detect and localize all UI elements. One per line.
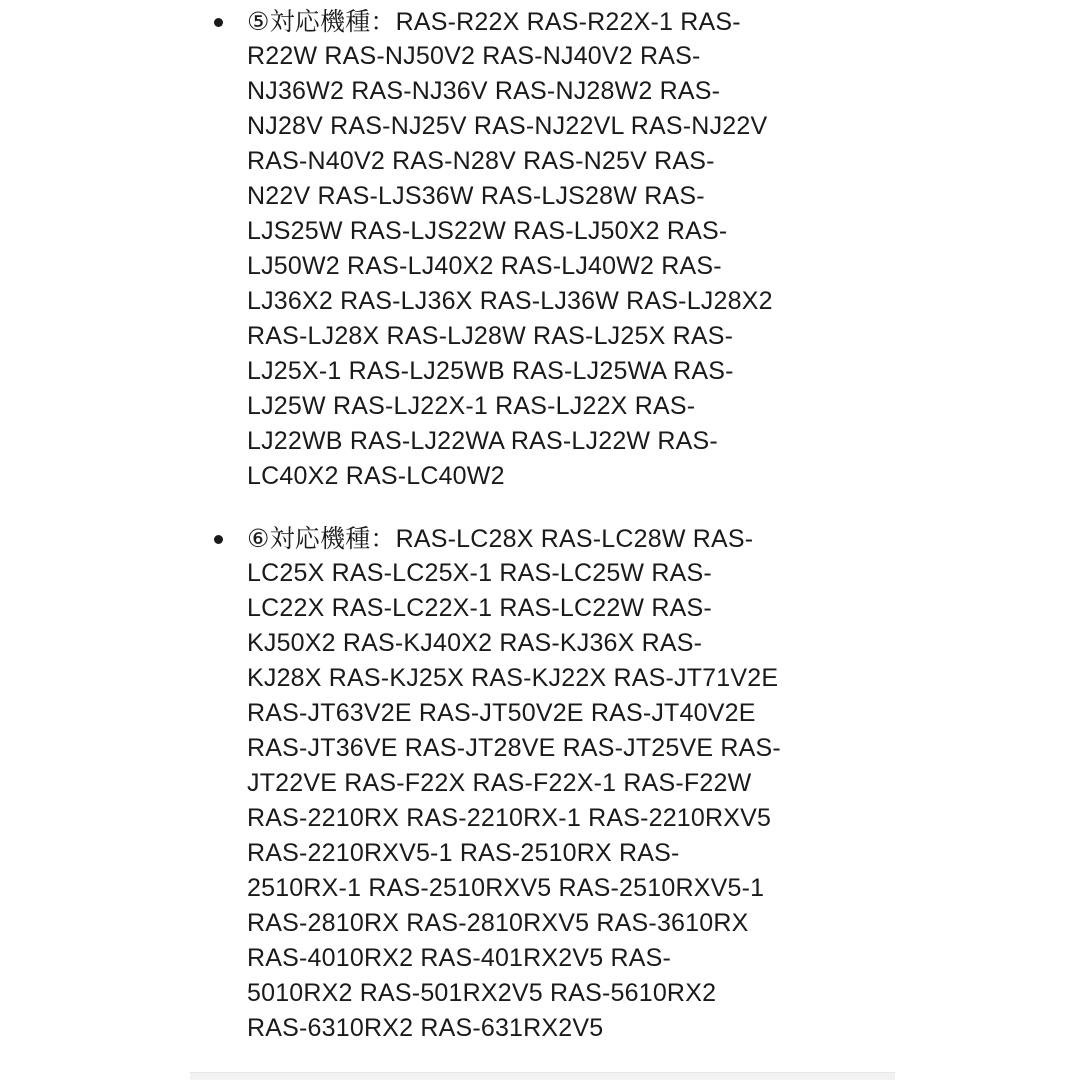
- text-line: JT22VE RAS-F22X RAS-F22X-1 RAS-F22W: [247, 769, 752, 797]
- text-line: RAS-JT63V2E RAS-JT50V2E RAS-JT40V2E: [247, 699, 756, 727]
- text-line: RAS-2810RX RAS-2810RXV5 RAS-3610RX: [247, 909, 749, 937]
- text-line: LJS25W RAS-LJS22W RAS-LJ50X2 RAS-: [247, 217, 728, 245]
- bottom-divider: [190, 1072, 895, 1080]
- text-line: 5010RX2 RAS-501RX2V5 RAS-5610RX2: [247, 979, 717, 1007]
- text-line: N22V RAS-LJS36W RAS-LJS28W RAS-: [247, 182, 705, 210]
- text-line: LC40X2 RAS-LC40W2: [247, 462, 505, 490]
- text-line: 2510RX-1 RAS-2510RXV5 RAS-2510RXV5-1: [247, 874, 765, 902]
- text-line: RAS-6310RX2 RAS-631RX2V5: [247, 1014, 604, 1042]
- text-line: ⑤対応機種：RAS-R22X RAS-R22X-1 RAS-: [247, 8, 741, 36]
- text-line: RAS-JT36VE RAS-JT28VE RAS-JT25VE RAS-: [247, 734, 781, 762]
- text-line: LJ50W2 RAS-LJ40X2 RAS-LJ40W2 RAS-: [247, 252, 722, 280]
- text-line: LJ22WB RAS-LJ22WA RAS-LJ22W RAS-: [247, 427, 718, 455]
- text-line: LC25X RAS-LC25X-1 RAS-LC25W RAS-: [247, 559, 712, 587]
- text-line: RAS-2210RX RAS-2210RX-1 RAS-2210RXV5: [247, 804, 772, 832]
- text-line: NJ36W2 RAS-NJ36V RAS-NJ28W2 RAS-: [247, 77, 721, 105]
- text-line: LJ25X-1 RAS-LJ25WB RAS-LJ25WA RAS-: [247, 357, 734, 385]
- text-line: KJ28X RAS-KJ25X RAS-KJ22X RAS-JT71V2E: [247, 664, 779, 692]
- bullet-icon: [214, 18, 223, 27]
- text-line: RAS-N40V2 RAS-N28V RAS-N25V RAS-: [247, 147, 715, 175]
- text-line: RAS-LJ28X RAS-LJ28W RAS-LJ25X RAS-: [247, 322, 734, 350]
- text-line: NJ28V RAS-NJ25V RAS-NJ22VL RAS-NJ22V: [247, 112, 768, 140]
- text-line: KJ50X2 RAS-KJ40X2 RAS-KJ36X RAS-: [247, 629, 703, 657]
- text-line: LJ36X2 RAS-LJ36X RAS-LJ36W RAS-LJ28X2: [247, 287, 773, 315]
- bullet-icon: [214, 535, 223, 544]
- text-line: RAS-2210RXV5-1 RAS-2510RX RAS-: [247, 839, 680, 867]
- text-line: RAS-4010RX2 RAS-401RX2V5 RAS-: [247, 944, 672, 972]
- text-line: LC22X RAS-LC22X-1 RAS-LC22W RAS-: [247, 594, 712, 622]
- text-line: R22W RAS-NJ50V2 RAS-NJ40V2 RAS-: [247, 42, 701, 70]
- text-line: LJ25W RAS-LJ22X-1 RAS-LJ22X RAS-: [247, 392, 696, 420]
- text-line: ⑥対応機種：RAS-LC28X RAS-LC28W RAS-: [247, 525, 754, 553]
